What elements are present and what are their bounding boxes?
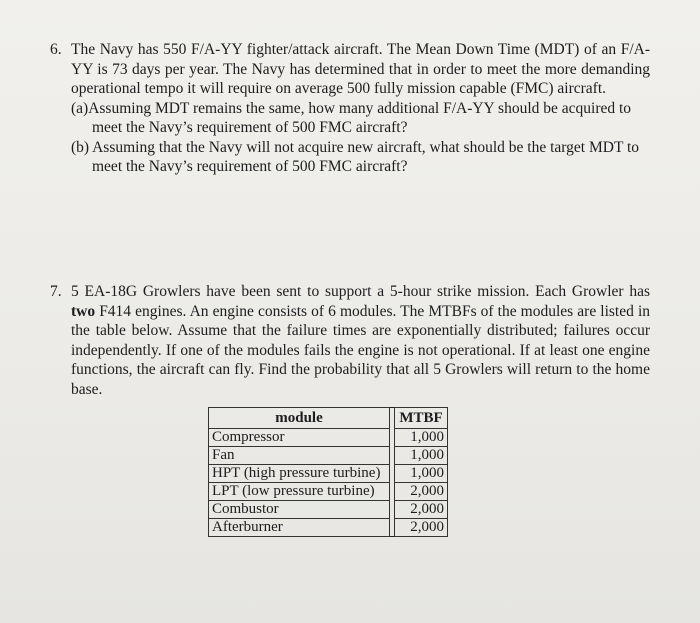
module-cell: Afterburner — [209, 519, 390, 537]
mtbf-cell: 1,000 — [395, 447, 448, 465]
question-6-number: 6. — [50, 41, 62, 58]
table-row — [209, 483, 448, 501]
table-row — [209, 465, 448, 483]
module-cell: Compressor — [209, 429, 390, 447]
mtbf-cell: 2,000 — [395, 501, 448, 519]
question-6-part-a: (a)Assuming MDT remains the same, how many additional F/A-YY should be acquired to meet the Navy’s requirement of 500 FMC aircraft? — [71, 99, 632, 136]
question-7-number: 7. — [50, 283, 62, 300]
question-6-part-b: (b) Assuming that the Navy will not acquire new aircraft, what should be the target MDT to meet the Navy’s requirement of 500 FMC aircraft? — [71, 138, 640, 175]
question-6 — [50, 40, 650, 177]
table-row — [209, 447, 448, 465]
module-cell: HPT (high pressure turbine) — [209, 465, 390, 483]
mtbf-cell: 2,000 — [395, 519, 448, 537]
mtbf-cell: 1,000 — [395, 429, 448, 447]
table-header-row — [209, 408, 448, 429]
question-6-text: The Navy has 550 F/A-YY fighter/attack aircraft. The Mean Down Time (MDT) of an F/A-YY is 73 days per year. The Navy has determined that in order to meet the more demanding operational tempo it will require on average 500 fully mission capable (FMC) aircraft. — [71, 41, 650, 97]
column-header-module: module — [209, 408, 390, 429]
mtbf-cell: 1,000 — [395, 465, 448, 483]
table-row — [209, 501, 448, 519]
question-7-text: 5 EA-18G Growlers have been sent to support a 5-hour strike mission. Each Growler has two F414 engines. An engine consists of 6 modules. The MTBFs of the modules are listed in the table below. Assume that the failure times are exponentially distributed; failures occur independently. If one of the modules fails the engine is not operational. If at least one engine functions, the aircraft can fly. Find the probability that all 5 Growlers will return to the home base. — [71, 283, 650, 398]
mtbf-cell: 2,000 — [395, 483, 448, 501]
module-cell: LPT (low pressure turbine) — [209, 483, 390, 501]
column-header-mtbf: MTBF — [395, 408, 448, 429]
question-7 — [50, 282, 650, 399]
table-row — [209, 519, 448, 537]
mtbf-table — [208, 407, 448, 537]
question-7-bold-text: two — [71, 302, 96, 320]
module-cell: Combustor — [209, 501, 390, 519]
module-cell: Fan — [209, 447, 390, 465]
table-row — [209, 429, 448, 447]
